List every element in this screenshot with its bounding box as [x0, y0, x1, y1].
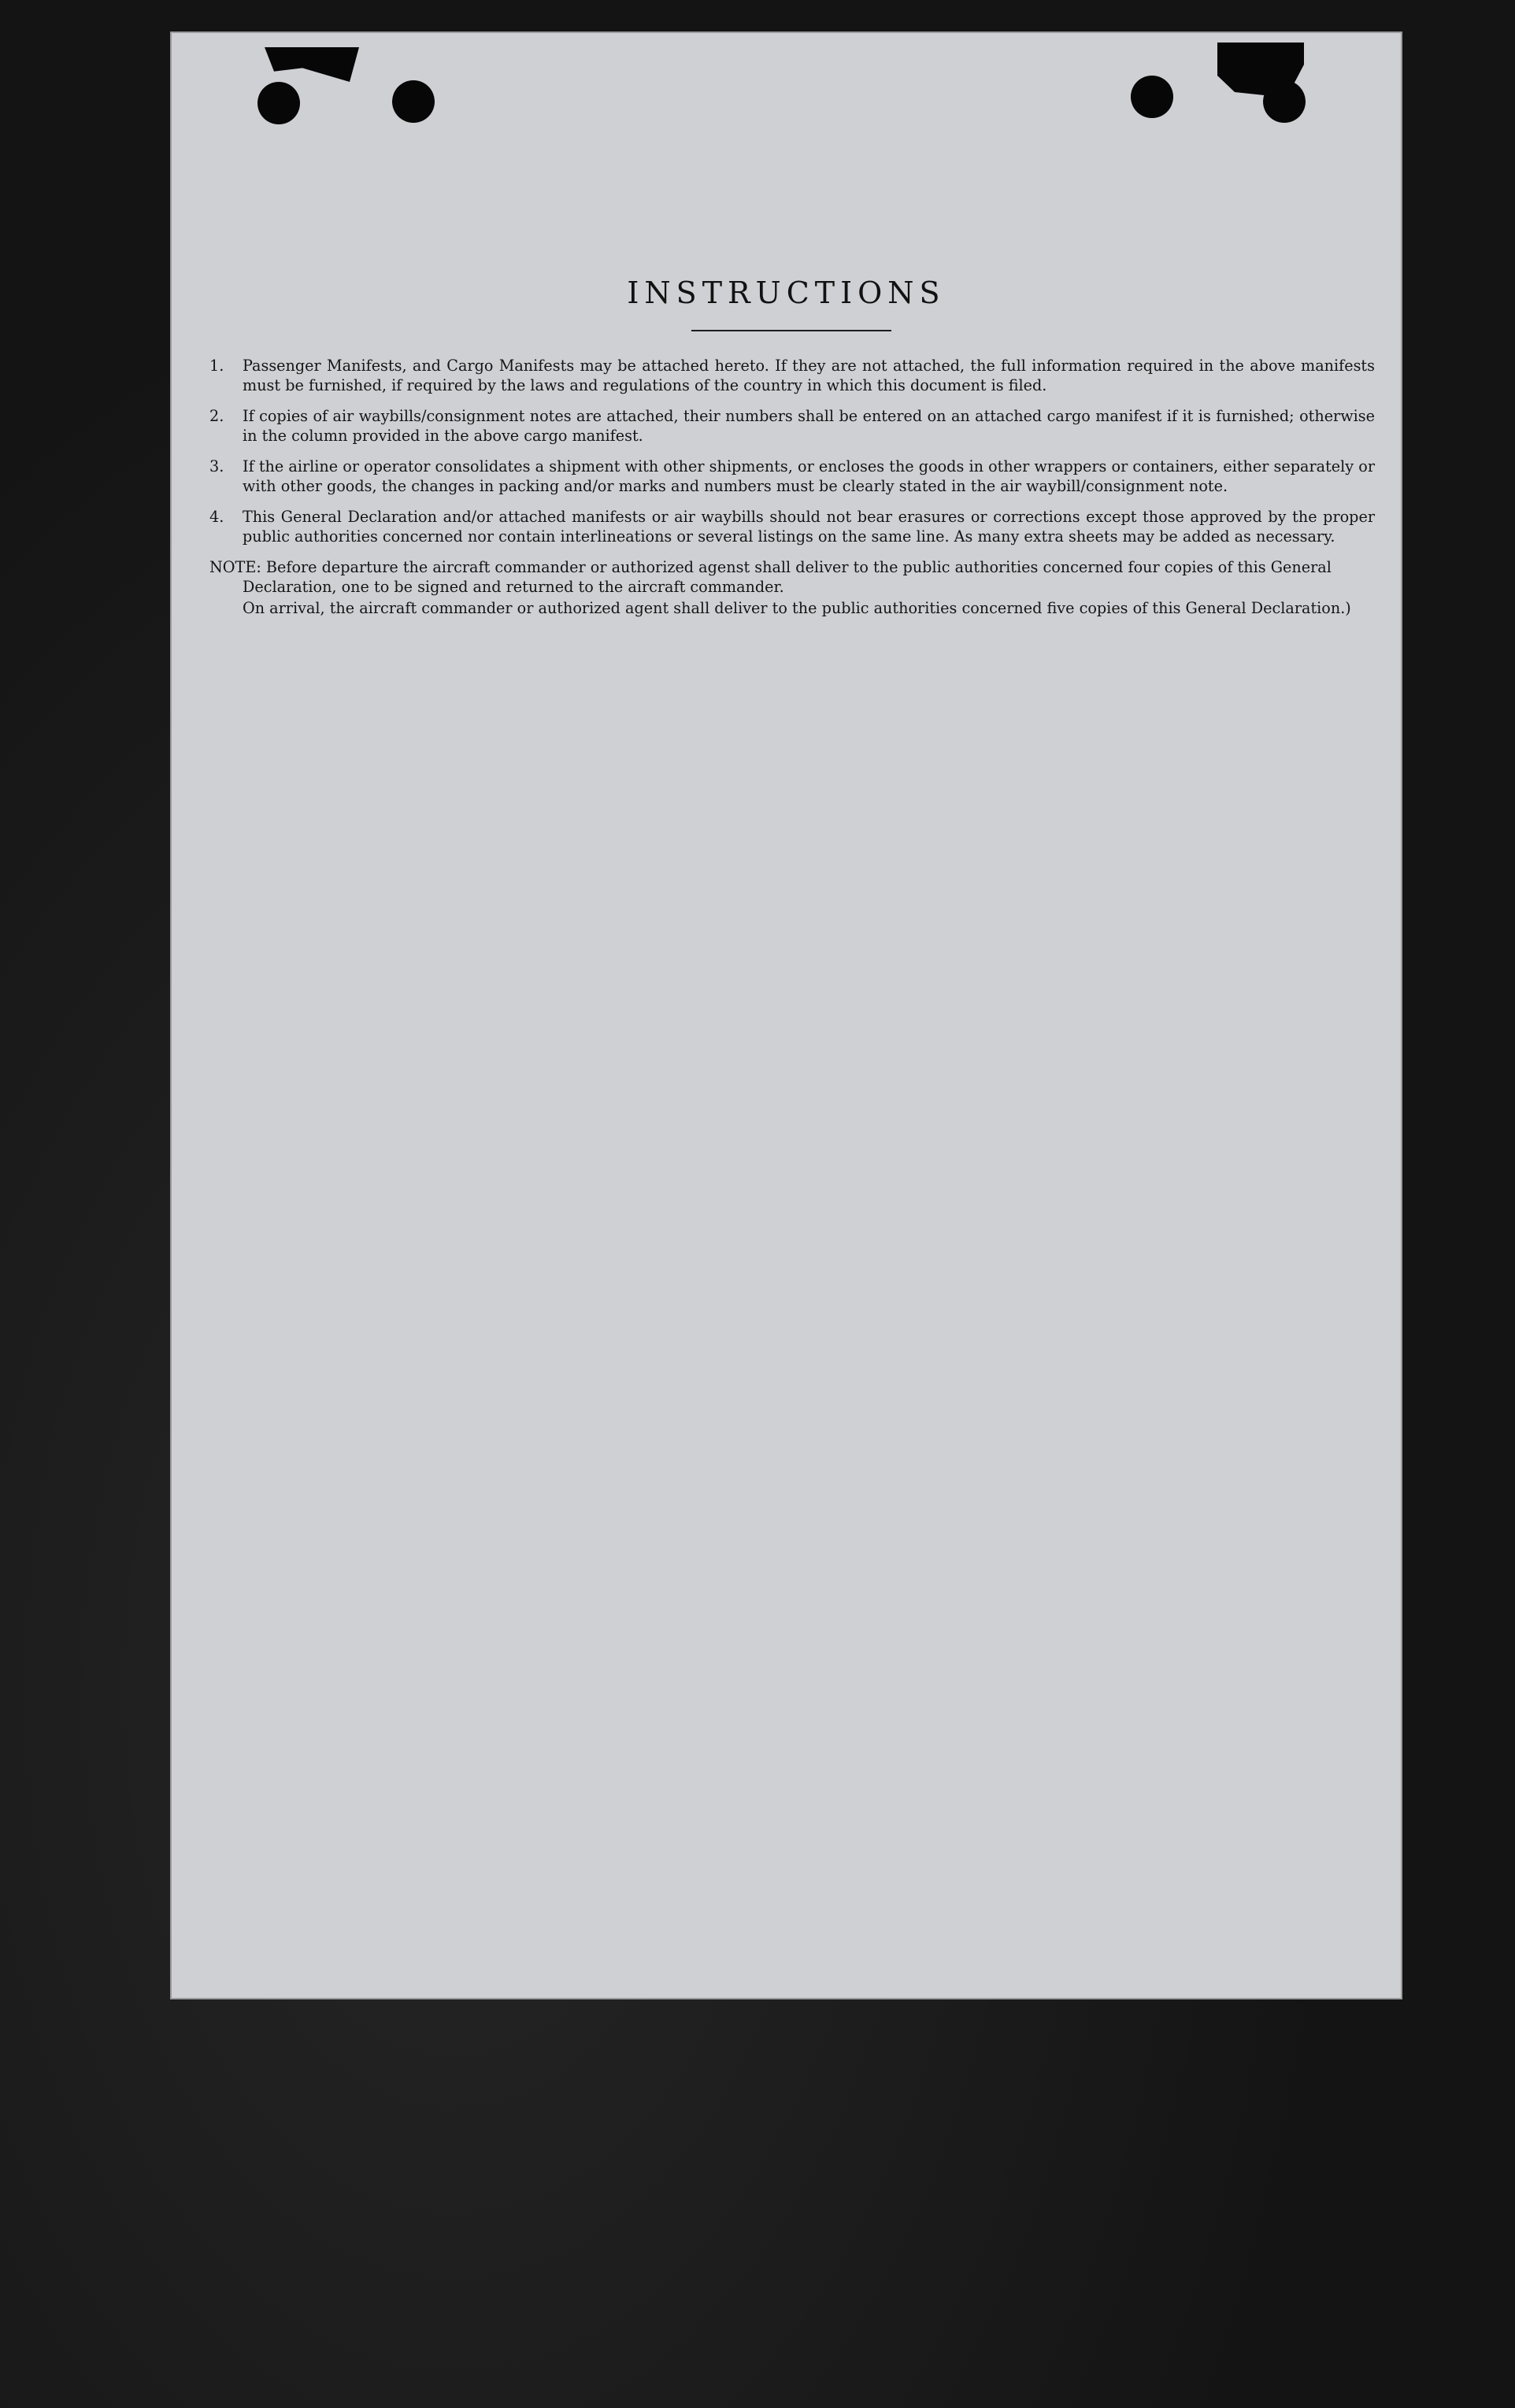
title-underline	[691, 330, 891, 331]
instruction-item	[209, 356, 1375, 395]
torn-corner-left	[265, 47, 359, 82]
page-title: INSTRUCTIONS	[627, 276, 946, 310]
punch-hole	[1131, 76, 1173, 118]
punch-hole	[257, 82, 300, 124]
instruction-item	[209, 406, 1375, 446]
item-number: 2.	[209, 407, 224, 425]
instruction-item	[209, 507, 1375, 546]
note-arrival: On arrival, the aircraft commander or authorized agent shall deliver to the public authorities concerned five copies of this General Declaration.)	[243, 599, 1351, 617]
item-text: Passenger Manifests, and Cargo Manifests may be attached hereto. If they are not attached, the full information required in the above manifests must be furnished, if required by the laws and regulations of the country in which this document is filed.	[243, 357, 1375, 394]
note-departure: NOTE: Before departure the aircraft commander or authorized agenst shall deliver to the public authorities concerned four copies of this General Declaration, one to be signed and returned to the aircraft commander.	[209, 558, 1332, 596]
item-number: 1.	[209, 357, 224, 375]
punch-hole	[1263, 80, 1306, 123]
item-text: This General Declaration and/or attached manifests or air waybills should not bear erasures or corrections except those approved by the proper public authorities concerned nor contain interlineations or several listings on the same line. As many extra sheets may be added as necessary.	[243, 508, 1375, 546]
paper-sheet	[170, 31, 1402, 1999]
item-number: 4.	[209, 508, 224, 526]
punch-hole	[392, 80, 435, 123]
item-number: 3.	[209, 457, 224, 475]
note-block	[209, 557, 1375, 618]
item-text: If the airline or operator consolidates a shipment with other shipments, or encloses the goods in other wrappers or containers, either separately or with other goods, the changes in packing and/or marks and numbers must be clearly stated in the air waybill/consignment note.	[243, 457, 1375, 495]
item-text: If copies of air waybills/consignment notes are attached, their numbers shall be entered on an attached cargo manifest if it is furnished; otherwise in the column provided in the above cargo manifest.	[243, 407, 1375, 445]
instruction-item	[209, 457, 1375, 496]
instructions-list	[209, 356, 1375, 618]
